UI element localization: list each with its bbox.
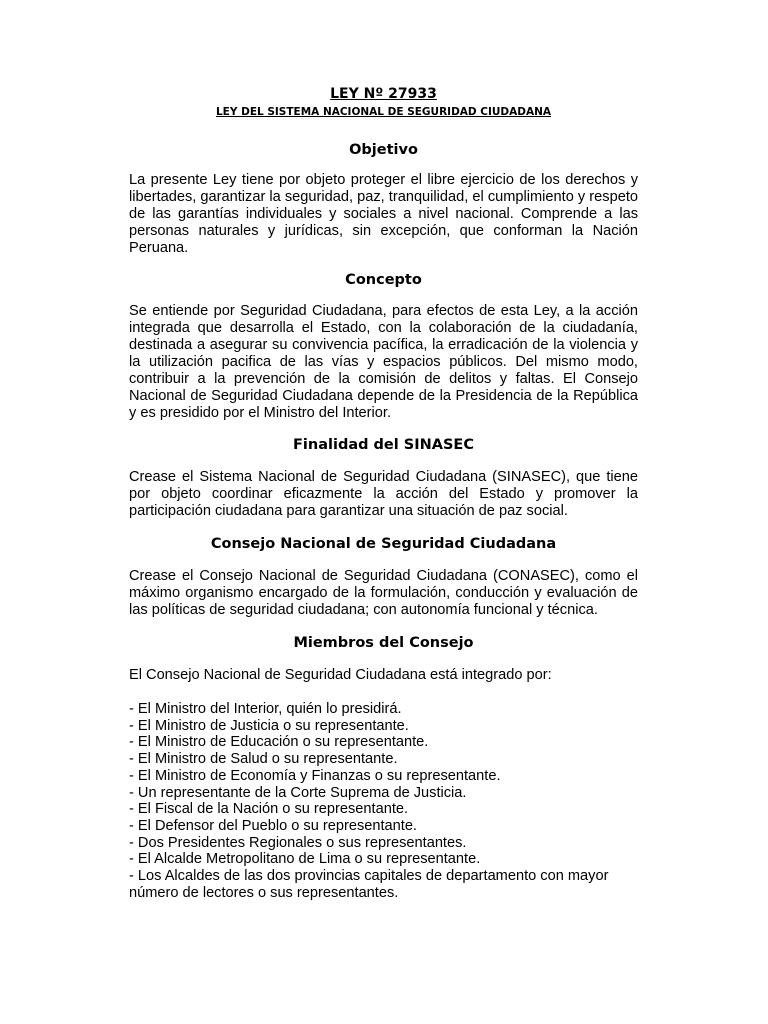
paragraph-concepto: Se entiende por Seguridad Ciudadana, para efectos de esta Ley, a la acción integrada que desarrolla el Estado, con la colaboración de la ciudadanía, destinada a asegurar su convivencia pacífica, la erradicación de la violencia y la utilización pacifica de las vías y espacios públicos. Del mismo modo, contribuir a la prevención de la comisión de delitos y faltas. El Consejo Nacional de Seguridad Ciudadana depende de la Presidencia de la República y es presidido por el Ministro del Interior. bbox=[129, 303, 638, 421]
list-item: - El Ministro del Interior, quién lo presidirá. bbox=[129, 701, 402, 717]
paragraph-finalidad: Crease el Sistema Nacional de Seguridad Ciudadana (SINASEC), que tiene por objeto coordinar eficazmente la acción del Estado y promover la participación ciudadana para garantizar una situación de paz social. bbox=[129, 469, 638, 519]
heading-consejo-nacional: Consejo Nacional de Seguridad Ciudadana bbox=[210, 536, 557, 552]
list-item: - El Ministro de Salud o su representante. bbox=[129, 751, 398, 768]
list-item: - El Ministro de Justicia o su representante. bbox=[129, 717, 409, 734]
members-list bbox=[129, 701, 638, 901]
paragraph-consejo-nacional: Crease el Consejo Nacional de Seguridad Ciudadana (CONASEC), como el máximo organismo encargado de la formulación, conducción y evaluación de las políticas de seguridad ciudadana; con autonomía funcional y técnica. bbox=[129, 568, 638, 618]
paragraph-objetivo: La presente Ley tiene por objeto proteger el libre ejercicio de los derechos y libertades, garantizar la seguridad, paz, tranquilidad, el cumplimiento y respeto de las garantías individuales y sociales a nivel nacional. Comprende a las personas naturales y jurídicas, sin excepción, que conforman la Nación Peruana. bbox=[129, 172, 638, 256]
list-item: - Un representante de la Corte Suprema de Justicia. bbox=[129, 784, 467, 801]
list-item: - El Defensor del Pueblo o su representante. bbox=[129, 817, 417, 834]
list-item: - El Ministro de Educación o su representante. bbox=[129, 734, 429, 751]
paragraph-miembros-intro: El Consejo Nacional de Seguridad Ciudadana está integrado por: bbox=[129, 667, 552, 683]
heading-objetivo: Objetivo bbox=[349, 142, 418, 158]
list-item: - El Alcalde Metropolitano de Lima o su representante. bbox=[129, 851, 481, 868]
list-item: - El Fiscal de la Nación o su representante. bbox=[129, 801, 409, 818]
list-item: - Dos Presidentes Regionales o sus representantes. bbox=[129, 834, 467, 851]
document-subtitle: LEY DEL SISTEMA NACIONAL DE SEGURIDAD CIUDADANA bbox=[215, 106, 552, 118]
document-content bbox=[129, 86, 638, 901]
heading-miembros: Miembros del Consejo bbox=[293, 635, 474, 651]
heading-concepto: Concepto bbox=[345, 272, 422, 288]
list-item: - El Ministro de Economía y Finanzas o su representante. bbox=[129, 767, 501, 784]
document-title: LEY Nº 27933 bbox=[330, 86, 437, 102]
heading-finalidad: Finalidad del SINASEC bbox=[293, 437, 474, 453]
list-item: - Los Alcaldes de las dos provincias capitales de departamento con mayor número de lectores o sus representantes. bbox=[129, 868, 609, 901]
